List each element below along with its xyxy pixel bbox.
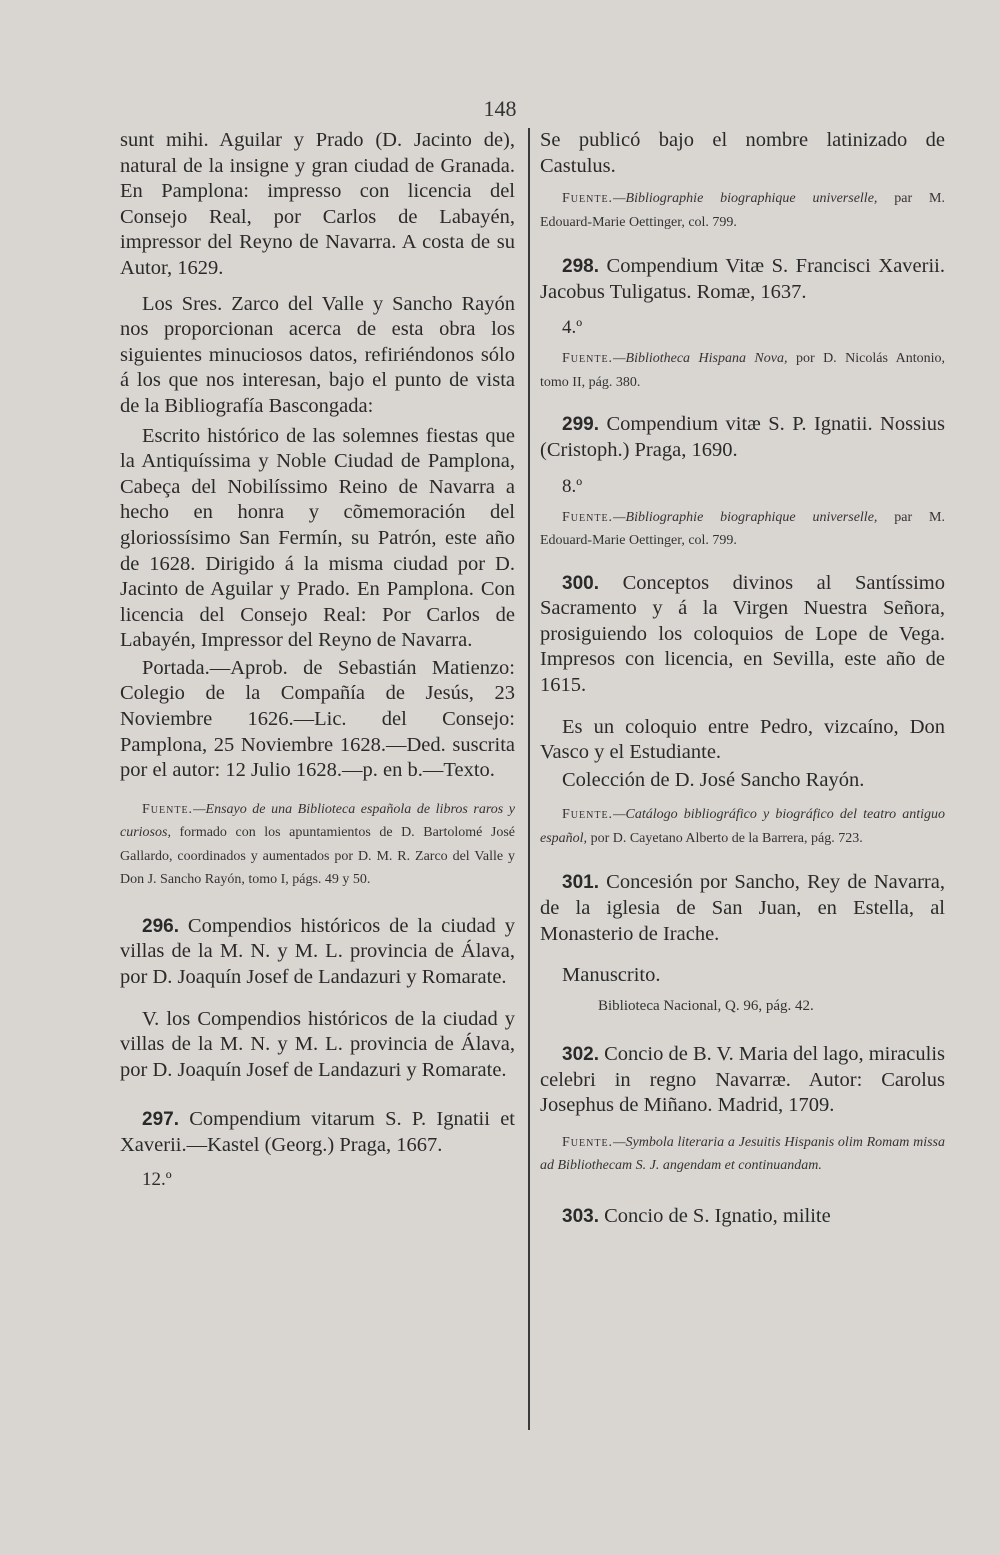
source-note: [540, 187, 945, 234]
format-note: 8.º: [562, 475, 583, 497]
source-title: —Bibliographie biographique universelle,: [613, 191, 878, 207]
format-note: 12.º: [142, 1168, 172, 1190]
source-label: Fuente.: [562, 351, 614, 367]
source-note: [540, 347, 945, 394]
source-label: Fuente.: [562, 1134, 614, 1150]
entry-number: 298.: [562, 256, 599, 278]
source-detail: par M. Edouard-Marie Oettinger, col. 799.: [540, 509, 945, 549]
catalog-entry: [540, 412, 945, 463]
location-note: Biblioteca Nacional, Q. 96, pág. 42.: [598, 997, 814, 1014]
source-title: —Bibliotheca Hispana Nova,: [613, 351, 788, 367]
catalog-entry: [540, 1204, 945, 1230]
entry-number: 303.: [562, 1205, 599, 1227]
entry-number: 300.: [562, 572, 599, 594]
paragraph: V. los Compendios históricos de la ciudad y villas de la M. N. y M. L. provincia de Álava, por D. Joaquín Josef de Landazuri y Romarate.: [120, 1007, 515, 1081]
entry-number: 299.: [562, 414, 599, 436]
entry-number: 301.: [562, 872, 599, 894]
paragraph: Escrito histórico de las solemnes fiestas que la Antiquíssima y Noble Ciudad de Pamplona, Cabeça del Nobilíssimo Reino de Navarra a hecho en honra y cõmemoración del gloriossísimo San Fermín, su Patrón, este año de 1628. Dirigido á la misma ciudad por D. Jacinto de Aguilar y Prado. En Pamplona. Con licencia del Consejo Real: Por Carlos de Labayén, Impressor del Reyno de Navarra.: [120, 424, 515, 652]
paragraph: Es un coloquio entre Pedro, vizcaíno, Don Vasco y el Estudiante.: [540, 715, 945, 764]
entry-number: 297.: [142, 1109, 179, 1131]
entry-text: Concio de B. V. Maria del lago, miraculis celebri in regno Navarræ. Autor: Carolus Josephus de Miñano. Madrid, 1709.: [540, 1043, 945, 1117]
source-label: Fuente.: [142, 801, 194, 817]
entry-number: 296.: [142, 915, 179, 937]
catalog-entry: [540, 254, 945, 305]
paragraph: Manuscrito.: [562, 964, 661, 987]
catalog-entry: [120, 914, 515, 991]
entry-text: Concio de S. Ignatio, milite: [598, 1204, 831, 1227]
source-detail: por D. Nicolás Antonio, tomo II, pág. 380.: [540, 351, 945, 390]
paragraph: Se publicó bajo el nombre latinizado de Castulus.: [540, 129, 945, 177]
entry-text: Concesión por Sancho, Rey de Navarra, de la iglesia de San Juan, en Estella, al Monasterio de Irache.: [540, 871, 945, 945]
source-detail: par M. Edouard-Marie Oettinger, col. 799.: [540, 191, 945, 230]
source-label: Fuente.: [562, 807, 614, 823]
page-number: 148: [483, 96, 517, 121]
catalog-entry: [540, 870, 945, 947]
column-divider: [528, 128, 530, 1430]
source-label: Fuente.: [562, 509, 614, 525]
source-label: Fuente.: [562, 191, 614, 207]
left-column: [120, 128, 515, 1191]
entry-text: Compendium Vitæ S. Francisci Xaverii. Jacobus Tuligatus. Romæ, 1637.: [540, 255, 945, 303]
catalog-entry: [540, 1042, 945, 1119]
right-column: [540, 128, 945, 1230]
source-title: —Bibliographie biographique universelle,: [613, 509, 878, 525]
source-note: [540, 803, 945, 850]
entry-number: 302.: [562, 1044, 599, 1066]
source-note: [540, 506, 945, 553]
entry-text: Conceptos divinos al Santíssimo Sacramento y á la Virgen Nuestra Señora, prosiguiendo los coloquios de Lope de Vega. Impresos con licencia, en Sevilla, este año de 1615.: [540, 571, 945, 696]
paragraph: Los Sres. Zarco del Valle y Sancho Rayón nos proporcionan acerca de esta obra los siguientes minuciosos datos, refiriéndonos sólo á los que nos interesan, bajo el punto de vista de la Bibliografía Bascongada:: [120, 292, 515, 417]
paragraph: Portada.—Aprob. de Sebastián Matienzo: Colegio de la Compañía de Jesús, 23 Noviembre 1626.—Lic. del Consejo: Pamplona, 25 Noviembre 1628.—Ded. suscrita por el autor: 12 Julio 1628.—p. en b.—Texto.: [120, 656, 515, 782]
paragraph: Colección de D. José Sancho Rayón.: [562, 768, 865, 791]
format-note: 4.º: [562, 317, 583, 339]
source-title: —Ensayo de una Biblioteca española de libros raros y curiosos,: [120, 801, 515, 841]
paragraph: sunt mihi. Aguilar y Prado (D. Jacinto de), natural de la insigne y gran ciudad de Granada. En Pamplona: impresso con licencia del Consejo Real, por Carlos de Labayén, impressor del Reyno de Navarra. A costa de su Autor, 1629.: [120, 129, 515, 279]
source-title: —Symbola literaria a Jesuitis Hispanis olim Romam missa ad Bibliothecam S. J. angendam et continuandam.: [540, 1134, 945, 1174]
entry-text: Compendium vitæ S. P. Ignatii. Nossius (Cristoph.) Praga, 1690.: [540, 413, 945, 461]
catalog-entry: [540, 571, 945, 699]
entry-text: Compendium vitarum S. P. Ignatii et Xaverii.—Kastel (Georg.) Praga, 1667.: [120, 1108, 515, 1156]
source-note: [540, 1131, 945, 1178]
source-detail: por D. Cayetano Alberto de la Barrera, pág. 723.: [587, 830, 863, 846]
source-detail: formado con los apuntamientos de D. Bartolomé José Gallardo, coordinados y aumentados por D. M. R. Zarco del Valle y Don J. Sancho Rayón, tomo I, págs. 49 y 50.: [120, 825, 515, 888]
source-title: —Catálogo bibliográfico y biográfico del teatro antiguo español,: [540, 807, 945, 846]
source-note: [120, 798, 515, 892]
entry-text: Compendios históricos de la ciudad y villas de la M. N. y M. L. provincia de Álava, por D. Joaquín Josef de Landazuri y Romarate.: [120, 914, 515, 989]
catalog-entry: [120, 1107, 515, 1158]
